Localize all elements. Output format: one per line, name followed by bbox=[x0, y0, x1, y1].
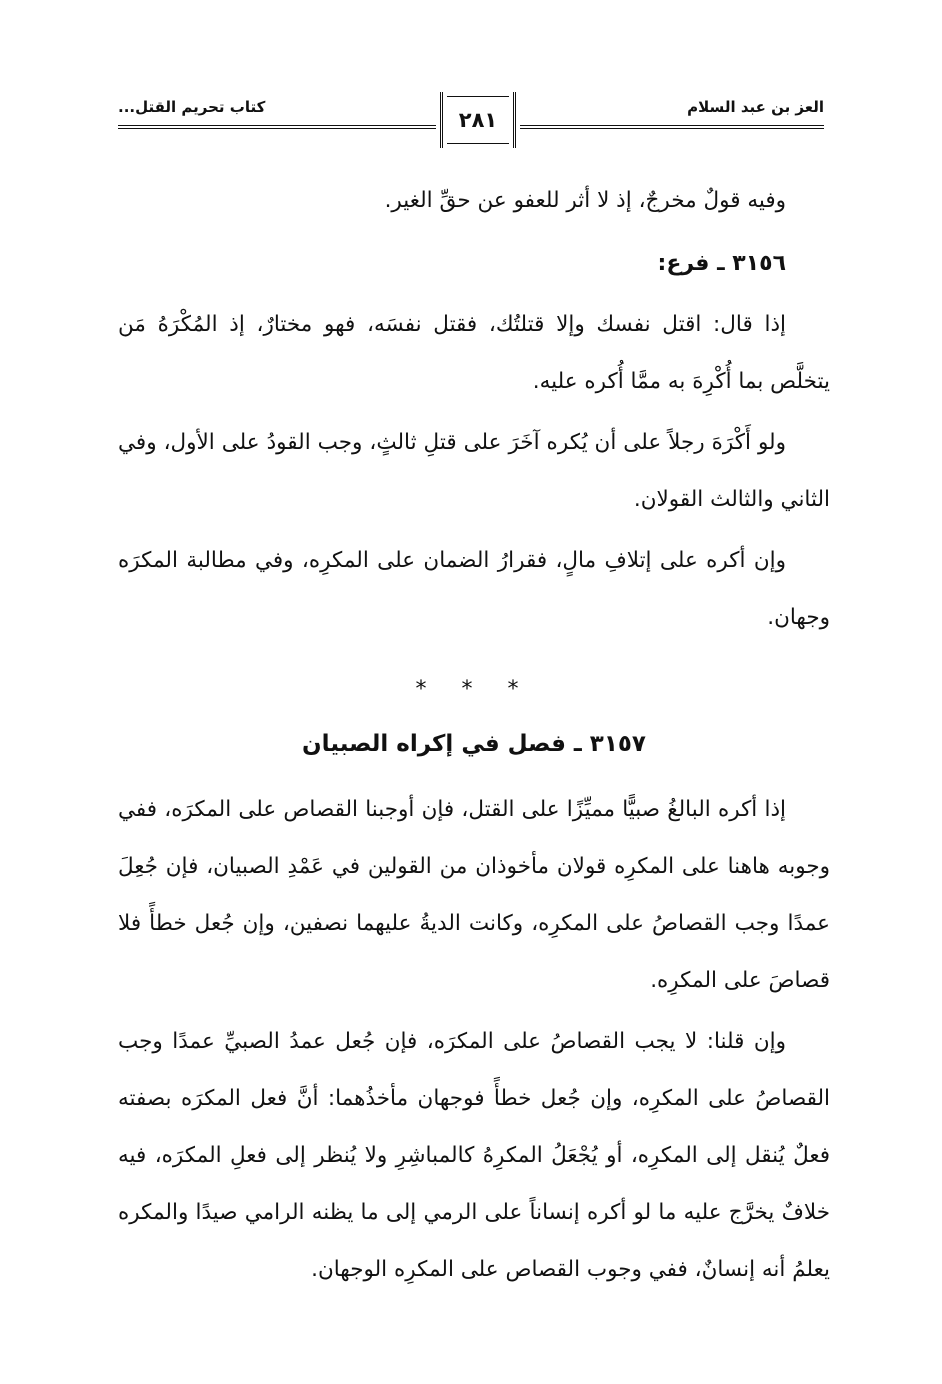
page-body bbox=[118, 172, 830, 1302]
header-book-title: كتاب تحريم القتل... bbox=[118, 98, 266, 116]
header-rule-left bbox=[118, 125, 436, 129]
paragraph-5: وإن قلنا: لا يجب القصاصُ على المكرَه، فإن جُعل عمدُ الصبيِّ عمدًا وجب القصاصُ على المكرِه، وإن جُعل خطأً فوجهان مأخذُهما: أنَّ فعل المكرَه بصفته فعلٌ يُنقل إلى المكرِه، أو يُجْعَلُ المكرِهُ كالمباشِرِ ولا يُنظر إلى فعلِ المكرَه، فيه خلافٌ يخرَّج عليه ما لو أكره إنساناً على الرمي إلى ما يظنه الرامي صيدًا والمكره يعلمُ أنه إنسانٌ، ففي وجوب القصاص على المكرِه الوجهان. bbox=[118, 1029, 830, 1282]
header-rule-right bbox=[520, 125, 824, 129]
section-separator: * * * bbox=[415, 677, 533, 702]
section-title: ٣١٥٧ ـ فصل في إكراه الصبيان bbox=[302, 731, 646, 757]
page-number: ٢٨١ bbox=[458, 108, 498, 132]
paragraph-1: إذا قال: اقتل نفسك وإلا قتلتُك، فقتل نفسَه، فهو مختارٌ، إذ المُكْرَهُ مَن يتخلَّص بما أُكْرِهَ به ممَّا أُكره عليه. bbox=[118, 312, 830, 394]
page-number-frame bbox=[440, 92, 516, 148]
paragraph-3: وإن أكره على إتلافِ مالٍ، فقرارُ الضمان على المكرِه، وفي مطالبة المكرَه وجهان. bbox=[118, 548, 830, 630]
paragraph-2: ولو أَكْرَهَ رجلاً على أن يُكره آخَرَ على قتلِ ثالثٍ، وجب القودُ على الأول، وفي الثاني والثالث القولان. bbox=[118, 430, 830, 512]
header-author: العز بن عبد السلام bbox=[687, 98, 824, 116]
branch-heading: ٣١٥٦ ـ فرع: bbox=[657, 251, 786, 276]
running-header bbox=[118, 86, 824, 152]
intro-paragraph: وفيه قولٌ مخرجٌ، إذ لا أثر للعفو عن حقِّ الغير. bbox=[384, 188, 786, 213]
paragraph-4: إذا أكره البالغُ صبيًّا مميِّزًا على القتل، فإن أوجبنا القصاص على المكرَه، ففي وجوبه هاهنا على المكرِه قولان مأخوذان من القولين في عَمْدِ الصبيان، فإن جُعِلَ عمدًا وجب القصاصُ على المكرِه، وكانت الديةُ عليهما نصفين، وإن جُعل خطأً فلا قصاصَ على المكرِه. bbox=[118, 797, 830, 993]
